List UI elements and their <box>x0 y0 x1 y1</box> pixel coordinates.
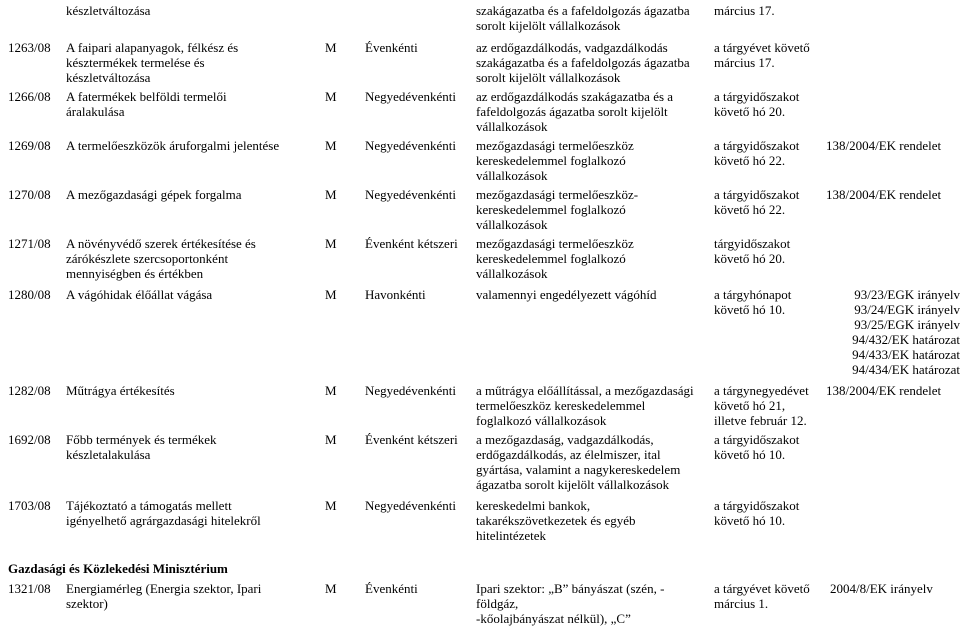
row-type: M <box>325 138 337 153</box>
row-deadline: a tárgyidőszakot követő hó 20. <box>714 89 800 119</box>
row-name: A növényvédő szerek értékesítése és zárókészlete szercsoportonként mennyiségben és értékben <box>66 236 256 281</box>
row-respondents: a mezőgazdaság, vadgazdálkodás, erdőgazdálkodás, az élelmiszer, ital gyártása, valamint a nagykereskedelem ágazatba sorolt kijelölt vállalkozások <box>476 432 681 492</box>
row-deadline: a tárgynegyedévet követő hó 21, illetve február 12. <box>714 383 809 428</box>
row-deadline: tárgyidőszakot követő hó 20. <box>714 236 791 266</box>
row-deadline: a tárgyidőszakot követő hó 10. <box>714 432 800 462</box>
row-respondents: Ipari szektor: „B” bányászat (szén, - földgáz, -kőolajbányászat nélkül), „C” <box>476 581 665 626</box>
row-code: 1321/08 <box>8 581 51 596</box>
row-deadline: a tárgyhónapot követő hó 10. <box>714 287 792 317</box>
row-deadline: a tárgyidőszakot követő hó 22. <box>714 187 800 217</box>
row-respondents: valamennyi engedélyezett vágóhíd <box>476 287 657 302</box>
row-code: 1270/08 <box>8 187 51 202</box>
row-deadline: a tárgyévet követő március 1. <box>714 581 810 611</box>
row-respondents: mezőgazdasági termelőeszköz- kereskedelemmel foglalkozó vállalkozások <box>476 187 639 232</box>
row-name: Tájékoztató a támogatás mellett igényelhető agrárgazdasági hitelekről <box>66 498 261 528</box>
row-respondents: mezőgazdasági termelőeszköz kereskedelemmel foglalkozó vállalkozások <box>476 138 634 183</box>
row-code: 1269/08 <box>8 138 51 153</box>
row-frequency: Évenkénti <box>365 581 418 596</box>
row-code: 1280/08 <box>8 287 51 302</box>
row-name: A fatermékek belföldi termelői áralakulása <box>66 89 227 119</box>
row-type: M <box>325 40 337 55</box>
row-name: A mezőgazdasági gépek forgalma <box>66 187 242 202</box>
row-frequency: Negyedévenkénti <box>365 89 456 104</box>
row-code: 1271/08 <box>8 236 51 251</box>
row-frequency: Negyedévenkénti <box>365 498 456 513</box>
row-regulation: 2004/8/EK irányelv <box>830 581 933 596</box>
row-type: M <box>325 581 337 596</box>
row-type: M <box>325 287 337 302</box>
top-fragment-deadline: március 17. <box>714 3 775 18</box>
row-frequency: Negyedévenkénti <box>365 187 456 202</box>
row-code: 1263/08 <box>8 40 51 55</box>
row-frequency: Évenként kétszeri <box>365 432 458 447</box>
row-frequency: Évenkénti <box>365 40 418 55</box>
row-name: A faipari alapanyagok, félkész és késztermékek termelése és készletváltozása <box>66 40 239 85</box>
row-respondents: mezőgazdasági termelőeszköz kereskedelemmel foglalkozó vállalkozások <box>476 236 634 281</box>
row-respondents: az erdőgazdálkodás szakágazatba és a fafeldolgozás ágazatba sorolt kijelölt vállalkozások <box>476 89 674 134</box>
row-type: M <box>325 236 337 251</box>
row-regulation: 138/2004/EK rendelet <box>826 138 942 153</box>
row-regulation: 138/2004/EK rendelet <box>826 187 942 202</box>
row-respondents: kereskedelmi bankok, takarékszövetkezetek és egyéb hitelintézetek <box>476 498 636 543</box>
row-name: A termelőeszközök áruforgalmi jelentése <box>66 138 280 153</box>
row-deadline: a tárgyidőszakot követő hó 10. <box>714 498 800 528</box>
row-deadline: a tárgyidőszakot követő hó 22. <box>714 138 800 168</box>
row-respondents: a műtrágya előállítással, a mezőgazdasági termelőeszköz kereskedelemmel foglalkozó vállalkozások <box>476 383 694 428</box>
row-type: M <box>325 383 337 398</box>
top-fragment-name: készletváltozása <box>66 3 151 18</box>
row-regulation: 93/23/EGK irányelv 93/24/EGK irányelv 93/25/EGK irányelv 94/432/EK határozat 94/433/EK határozat 94/434/EK határozat <box>852 287 960 377</box>
row-code: 1703/08 <box>8 498 51 513</box>
row-type: M <box>325 187 337 202</box>
row-regulation: 138/2004/EK rendelet <box>826 383 942 398</box>
row-name: Energiamérleg (Energia szektor, Ipari szektor) <box>66 581 262 611</box>
row-code: 1692/08 <box>8 432 51 447</box>
row-name: Főbb termények és termékek készletalakulása <box>66 432 217 462</box>
row-name: Műtrágya értékesítés <box>66 383 175 398</box>
row-code: 1266/08 <box>8 89 51 104</box>
row-type: M <box>325 432 337 447</box>
row-name: A vágóhidak élőállat vágása <box>66 287 213 302</box>
row-deadline: a tárgyévet követő március 17. <box>714 40 810 70</box>
section-heading: Gazdasági és Közlekedési Minisztérium <box>8 561 228 576</box>
row-frequency: Negyedévenkénti <box>365 138 456 153</box>
row-frequency: Évenként kétszeri <box>365 236 458 251</box>
top-fragment-respondents: szakágazatba és a fafeldolgozás ágazatba sorolt kijelölt vállalkozások <box>476 3 690 33</box>
row-respondents: az erdőgazdálkodás, vadgazdálkodás szakágazatba és a fafeldolgozás ágazatba sorolt kijelölt vállalkozások <box>476 40 690 85</box>
row-frequency: Havonkénti <box>365 287 426 302</box>
row-type: M <box>325 89 337 104</box>
row-type: M <box>325 498 337 513</box>
row-code: 1282/08 <box>8 383 51 398</box>
row-frequency: Negyedévenkénti <box>365 383 456 398</box>
